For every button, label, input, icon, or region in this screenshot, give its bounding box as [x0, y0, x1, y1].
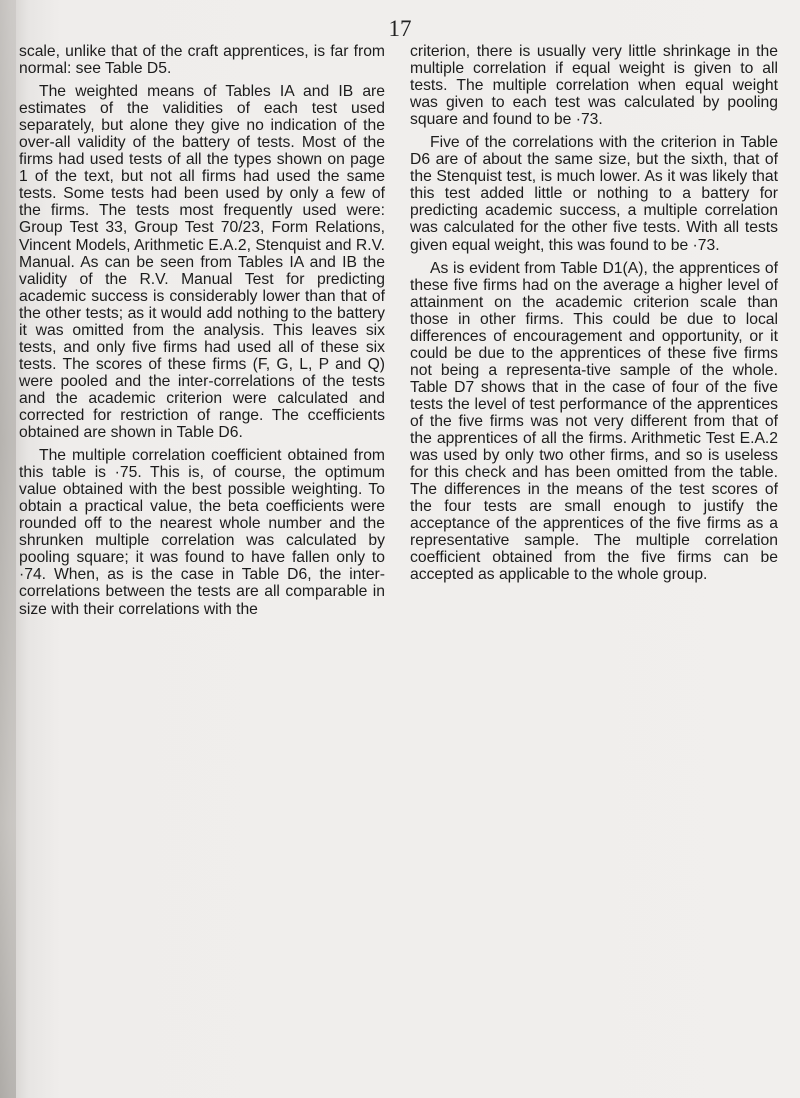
- right-text-column: [410, 43, 778, 589]
- paragraph: scale, unlike that of the craft apprentices, is far from normal: see Table D5.: [19, 43, 385, 78]
- scan-shadow-edge: [0, 0, 16, 1098]
- paragraph: As is evident from Table D1(A), the apprentices of these five firms had on the average a higher level of attainment on the academic criterion scale than those in other firms. This could be due to local differences of encouragement and opportunity, or it could be due to the apprentices of these five firms not being a representa-tive sample of the whole. Table D7 shows that in the case of four of the five tests the level of test performance of the apprentices of the five firms was not very different from that of the apprentices of all the firms. Arithmetic Test E.A.2 was used by only two other firms, and so is useless for this check and has been omitted from the table. The differences in the means of the test scores of the four tests are small enough to justify the acceptance of the apprentices of the five firms as a representative sample. The multiple correlation coefficient obtained from the five firms can be accepted as applicable to the whole group.: [410, 259, 778, 584]
- paragraph: criterion, there is usually very little shrinkage in the multiple correlation if equal weight is given to all tests. The multiple correlation when equal weight was given to each test was calculated by pooling square and found to be ·73.: [410, 43, 778, 129]
- paragraph: The weighted means of Tables IA and IB are estimates of the validities of each test used separately, but alone they give no indication of the over-all validity of the battery of tests. Most of the firms had used tests of all the types shown on page 1 of the text, but not all firms had used the same tests. Some tests had been used by only a few of the firms. The tests most frequently used were: Group Test 33, Group Test 70/23, Form Relations, Vincent Models, Arithmetic E.A.2, Stenquist and R.V. Manual. As can be seen from Tables IA and IB the validity of the R.V. Manual Test for predicting academic success is considerably lower than that of the other tests; as it would add nothing to the battery it was omitted from the analysis. This leaves six tests, and only five firms had used all of these six tests. The scores of these firms (F, G, L, P and Q) were pooled and the inter-correlations of the tests and the academic criterion were calculated and corrected for restriction of range. The ccefficients obtained are shown in Table D6.: [19, 83, 385, 442]
- page-number: 17: [388, 16, 412, 41]
- paragraph: Five of the correlations with the criterion in Table D6 are of about the same size, but the sixth, that of the Stenquist test, is much lower. As it was likely that this test added little or nothing to a battery for predicting academic success, a multiple correlation was calculated for the other five tests. With all tests given equal weight, this was found to be ·73.: [410, 134, 778, 254]
- left-text-column: [19, 43, 385, 624]
- paragraph: The multiple correlation coefficient obtained from this table is ·75. This is, of course, the optimum value obtained with the best possible weighting. To obtain a practical value, the beta coefficients were rounded off to the nearest whole number and the shrunken multiple correlation was calculated by pooling square; it was found to have fallen only to ·74. When, as is the case in Table D6, the inter-correlations between the tests are all comparable in size with their correlations with the: [19, 447, 385, 618]
